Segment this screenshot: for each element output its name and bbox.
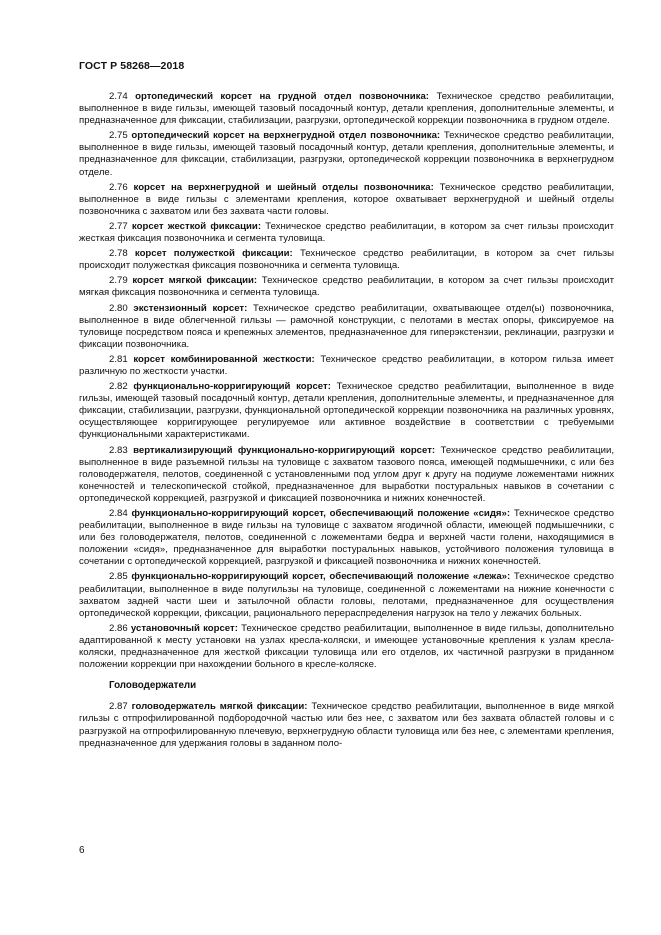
paragraph-term: корсет жесткой фиксации: [131, 220, 262, 232]
paragraph-number: 2.74 [109, 91, 128, 102]
paragraph-number: 2.81 [109, 353, 128, 365]
page-number: 6 [79, 845, 85, 856]
document-header: ГОСТ Р 58268—2018 [79, 60, 185, 72]
paragraph-number: 2.83 [109, 444, 128, 456]
paragraph-number: 2.75 [109, 130, 128, 142]
paragraph [79, 445, 614, 505]
paragraph [79, 508, 614, 568]
paragraph [79, 381, 614, 441]
paragraph [79, 130, 614, 178]
paragraph-text: Техническое средство реабилитации, в котором за счет гильзы происходит мягкая фиксация позвоночника и сегмента туловища. [79, 275, 614, 299]
section-subheading: Головодержатели [109, 680, 197, 692]
paragraph [79, 354, 614, 378]
paragraph-term: функционально-корригирующий корсет: [133, 381, 331, 393]
paragraph [79, 248, 614, 272]
paragraph [79, 571, 614, 619]
paragraph-text: Техническое средство реабилитации, выполненное в виде гильзы, имеющей тазовый посадочный контур, детали крепления, дополнительные элементы, и предназначенное для фиксации, стабилизации, разгрузки, ортопедической коррекции позвоночника в грудном отделе. [79, 91, 615, 127]
paragraph-number: 2.84 [109, 508, 128, 519]
paragraph [79, 623, 614, 671]
paragraph-text: Техническое средство реабилитации, выполненное в виде гильзы с элементами крепления, которое охватывает верхнегрудной и шейный отделы позвоночника с захватом или без захвата части головы. [79, 181, 614, 217]
paragraph-number: 2.77 [109, 220, 128, 232]
paragraph-text: Техническое средство реабилитации, выполненное в виде разъемной гильзы на туловище с захватом тазового пояса, имеющей подмышечники, с или без головодержателя, пелотов, соединенной с установленными под углом друг к другу на подиуме ложементами нижних конечностей и телескопической стойкой, предназначенное для выработки постуральных навыков в сочетании с ортопедической коррекцией, разгрузкой и фиксацией позвоночника и нижних конечностей. [79, 444, 615, 504]
paragraph-text: Техническое средство реабилитации, охватывающее отдел(ы) позвоночника, выполненное в виде облегченной гильзы — рамочной конструкции, с пелотами в местах опоры, фиксируемое на туловище посредством пояса и крепежных элементов, предназначенное для гиперэкстензии, реклинации, разгрузки и фиксации позвоночника. [79, 302, 614, 350]
paragraph-text: Техническое средство реабилитации, в котором за счет гильзы происходит жесткая фиксация позвоночника и сегмента туловища. [79, 220, 614, 245]
paragraph-number: 2.78 [109, 248, 128, 260]
paragraph [79, 91, 614, 127]
paragraph-text: Техническое средство реабилитации, выполненное в виде гильзы, имеющей тазовый посадочный контур, детали крепления, дополнительные элементы, и предназначенное для фиксации, стабилизации, разгрузки, ортопедической коррекции позвоночника в верхнегрудном отделе. [79, 130, 614, 178]
paragraph-term: корсет полужесткой фиксации: [134, 248, 293, 260]
paragraph-term: головодержатель мягкой фиксации: [131, 701, 308, 713]
paragraph-number: 2.82 [109, 381, 128, 393]
paragraph-text: Техническое средство реабилитации, выполненное в виде мягкой гильзы с отпрофилированной подбородочной частью или без нее, с захватом или без захвата областей головы и с разгрузкой на отпрофилированную плечевую, верхнегрудную области туловища или без нее, с элементами крепления, предназначенное для удержания головы в заданном поло- [79, 701, 614, 749]
paragraph-term: функционально-корригирующий корсет, обеспечивающий положение «лежа»: [131, 571, 511, 583]
paragraph-term: корсет комбинированной жесткости: [133, 353, 315, 365]
paragraph-term: корсет мягкой фиксации: [132, 275, 258, 287]
paragraph-number: 2.76 [109, 181, 128, 193]
paragraph-term: функционально-корригирующий корсет, обеспечивающий положение «сидя»: [131, 508, 511, 519]
paragraph-number: 2.86 [109, 622, 128, 634]
paragraph [79, 303, 614, 351]
paragraph [79, 275, 614, 299]
document-body [79, 91, 614, 753]
paragraph-term: установочный корсет: [130, 622, 238, 634]
paragraph-term: ортопедический корсет на верхнегрудной отдел позвоночника: [131, 130, 441, 142]
paragraph-number: 2.87 [109, 701, 128, 713]
paragraph-list [79, 91, 614, 671]
paragraph-text: Техническое средство реабилитации, в котором гильза имеет различную по жесткости участки. [79, 353, 615, 377]
paragraph-number: 2.79 [109, 275, 128, 287]
paragraph [79, 701, 614, 749]
paragraph-number: 2.80 [109, 302, 128, 314]
paragraph [79, 221, 614, 245]
paragraph-term: ортопедический корсет на грудной отдел позвоночника: [135, 91, 430, 102]
paragraph-text: Техническое средство реабилитации, выполненное в виде гильзы, имеющей тазовый посадочный контур, детали крепления, дополнительные элементы, и предназначенное для фиксации, стабилизации, разгрузки, функциональной ортопедической коррекции позвоночника на различных уровнях, осуществляющее корригирующее регулируемое или активное воздействие в соответствии с требуемыми функциональными характеристиками. [79, 381, 614, 441]
paragraph-text: Техническое средство реабилитации, выполненное в виде полугильзы на туловище, соединенной с ложементами на нижние конечности с захватом задней части шеи и затылочной области головы, пелотами, предназначенное для осуществления ортопедической коррекции, фиксации, рационального перераспределения нагрузок на тело у лежачих больных. [79, 571, 615, 619]
paragraph [79, 182, 614, 218]
paragraph-text: Техническое средство реабилитации, в котором за счет гильзы происходит полужесткая фиксация позвоночника и сегмента туловища. [79, 248, 614, 272]
paragraph-term: экстензионный корсет: [133, 302, 248, 314]
paragraph-text: Техническое средство реабилитации, выполненное в виде гильзы, дополнительно адаптированной к месту установки на узлах кресла-коляски, и имеющее установочные крепления к узлам кресла-коляски, предназначенное для жесткой фиксации туловища или его отделов, их частичной разгрузки в приданном положении коррекции при нахождении больного в кресле-коляске. [79, 622, 615, 671]
paragraph-term: вертикализирующий функционально-корригирующий корсет: [133, 444, 436, 456]
paragraph-term: корсет на верхнегрудной и шейный отделы позвоночника: [133, 181, 434, 193]
paragraph-text: Техническое средство реабилитации, выполненное в виде гильзы на туловище с захватом ягодичной области, имеющей подмышечники, с или без головодержателя, пелотов, соединенной с ложементами бедра и верхней части голени, находящимися в положении «сидя», предназначенное для выработки постуральных навыков, устойчивого положения туловища в сочетании с ортопедической коррекцией, разгрузкой и фиксацией позвоночника и нижних конечностей. [79, 508, 615, 568]
paragraph-number: 2.85 [109, 571, 128, 583]
